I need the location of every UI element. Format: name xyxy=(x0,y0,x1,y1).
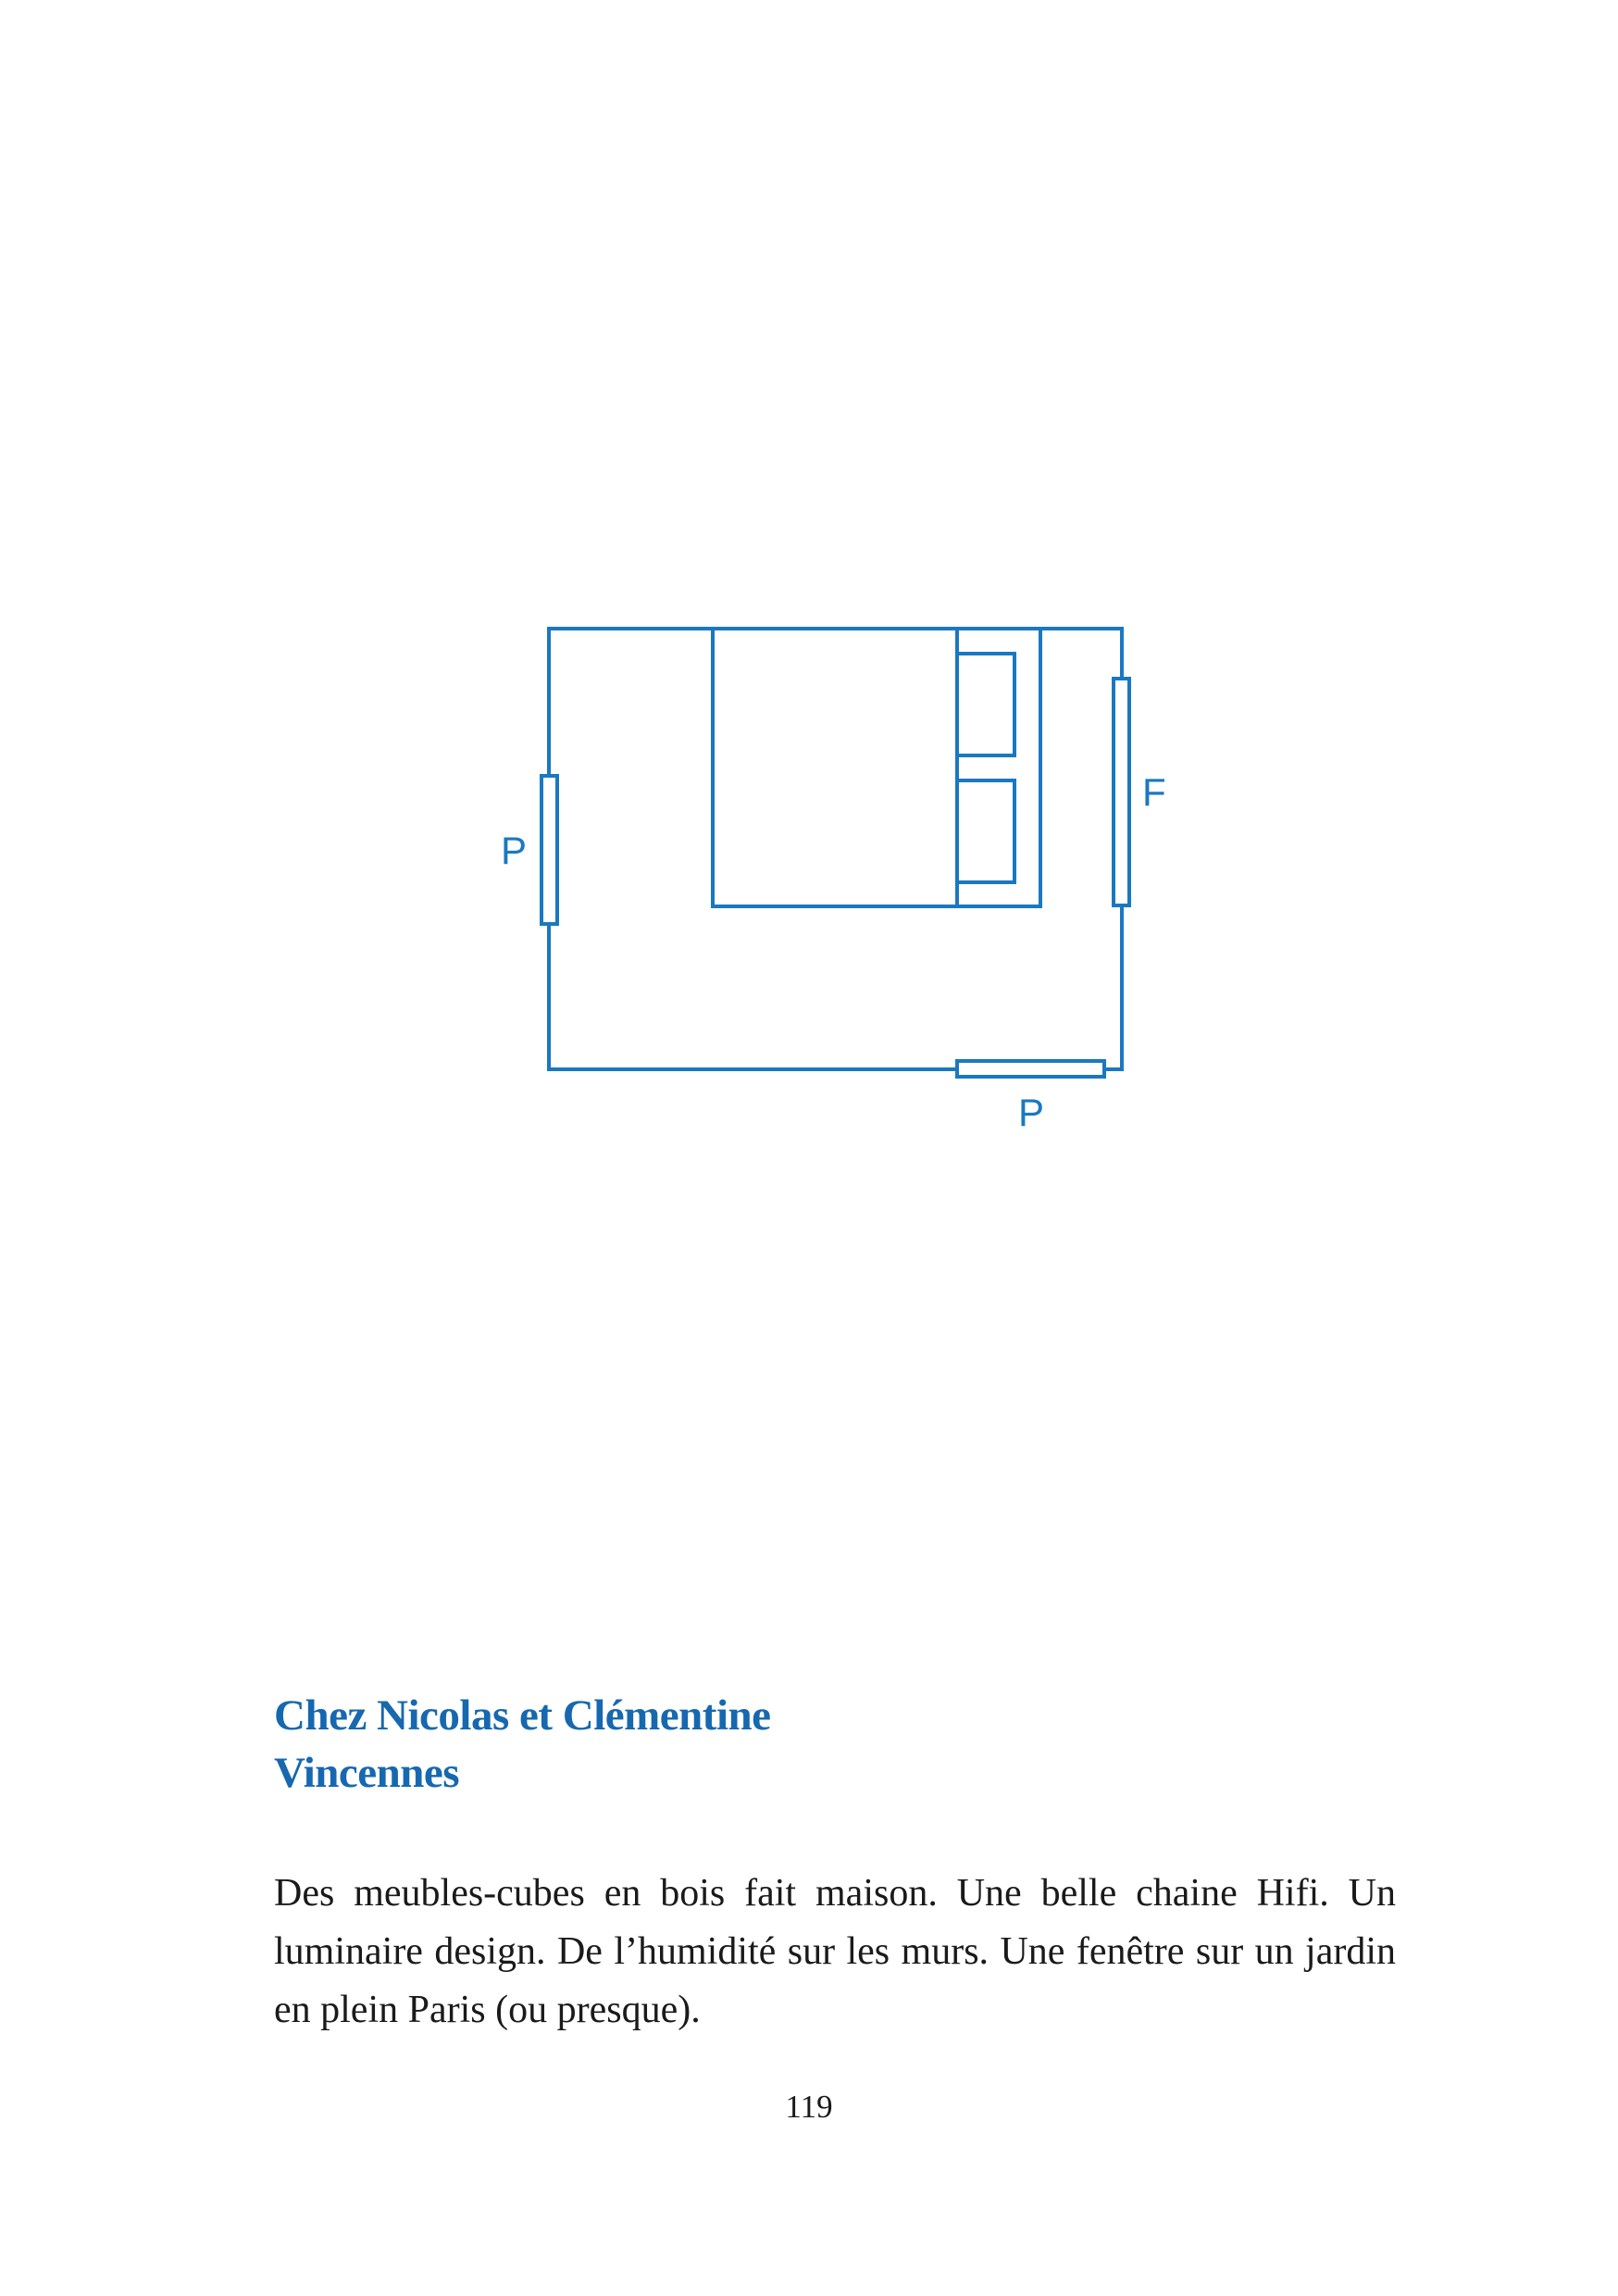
bed-frame xyxy=(713,629,1040,906)
heading xyxy=(274,1687,771,1802)
pillow-bottom xyxy=(957,780,1014,882)
heading-title: Chez Nicolas et Clémentine xyxy=(274,1691,771,1740)
right-window-label: F xyxy=(1142,770,1166,814)
left-door xyxy=(541,776,557,924)
heading-location: Vincennes xyxy=(274,1749,460,1797)
pillow-top xyxy=(957,654,1014,755)
right-window xyxy=(1114,679,1129,905)
left-door-label: P xyxy=(501,829,528,872)
room-wall-right-bottom xyxy=(1104,905,1122,1069)
page-number: 119 xyxy=(785,2089,833,2125)
room-wall-left-top xyxy=(549,629,1122,776)
body-paragraph: Des meubles-cubes en bois fait maison. Une belle chaine Hifi. Un luminaire design. De l’humidité sur les murs. Une fenêtre sur un jardin en plein Paris (ou presque). xyxy=(274,1872,1396,2031)
bottom-door-label: P xyxy=(1018,1091,1045,1134)
room-wall-bottom-left xyxy=(549,924,957,1069)
bottom-door xyxy=(957,1061,1104,1077)
